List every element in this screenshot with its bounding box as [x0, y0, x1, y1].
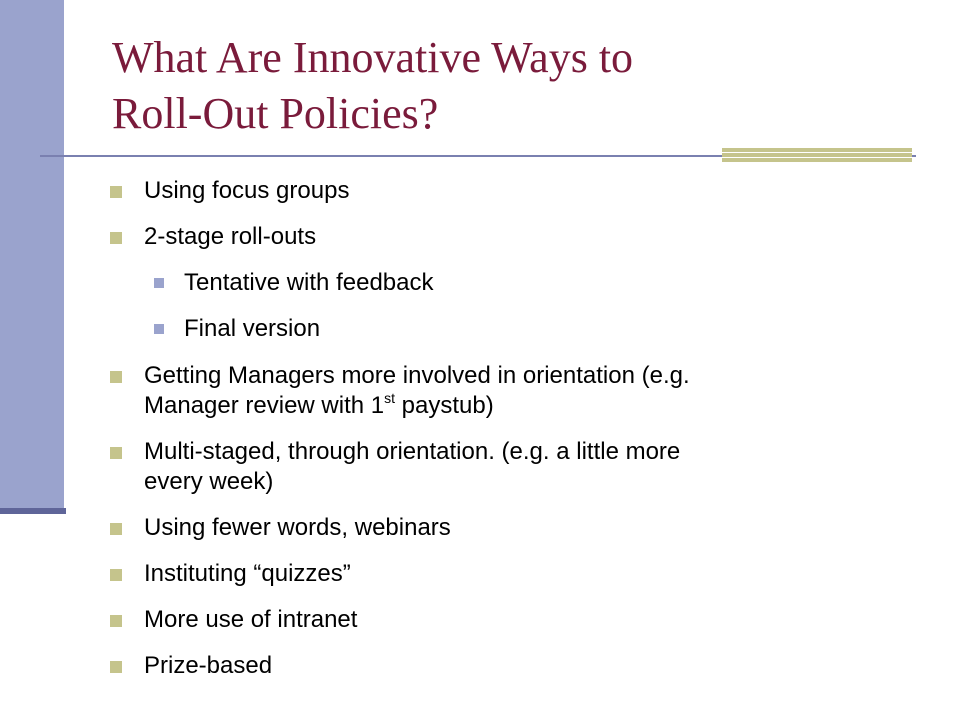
bullet-text: Final version: [184, 315, 321, 342]
bullet-text: Prize-based: [144, 652, 273, 679]
bullet-square-icon: [110, 615, 122, 627]
left-decorative-bar: [0, 0, 64, 512]
sub-bullet-final: [108, 314, 908, 344]
bullet-managers: [108, 361, 908, 421]
bullet-focus-groups: [108, 176, 908, 206]
bullet-text-line-1: Getting Managers more involved in orientation (e.g.: [144, 362, 690, 389]
title-line-1: What Are Innovative Ways to: [112, 33, 634, 82]
bullet-square-icon: [110, 447, 122, 459]
bullet-text-line-2-end: paystub): [395, 392, 494, 419]
bullet-square-icon: [110, 523, 122, 535]
bullet-intranet: [108, 605, 908, 635]
bullet-text: More use of intranet: [144, 606, 358, 633]
bullet-fewer-words: [108, 513, 908, 543]
bullet-text: 2-stage roll-outs: [144, 223, 317, 250]
bullet-multi-staged: [108, 437, 908, 497]
superscript: st: [384, 390, 395, 406]
bullet-square-icon: [110, 661, 122, 673]
left-bar-shadow: [0, 508, 66, 514]
divider-accent: [722, 148, 912, 162]
bullet-prize-based: [108, 651, 908, 681]
bullet-text-line-1: Multi-staged, through orientation. (e.g. a little more: [144, 438, 681, 465]
title-line-2: Roll-Out Policies?: [112, 89, 439, 138]
bullet-square-icon: [110, 569, 122, 581]
bullet-quizzes: [108, 559, 908, 589]
bullet-text: Using focus groups: [144, 177, 350, 204]
bullet-square-icon: [110, 232, 122, 244]
bullet-square-icon: [110, 186, 122, 198]
sub-bullet-tentative: [108, 268, 908, 298]
bullet-two-stage: [108, 222, 908, 252]
sub-bullet-square-icon: [154, 324, 164, 334]
bullet-text-line-2: Manager review with 1: [144, 392, 385, 419]
slide-title: [112, 30, 932, 142]
bullet-text: Tentative with feedback: [184, 269, 434, 296]
bullet-list: [108, 176, 908, 681]
bullet-text-line-2: every week): [144, 468, 274, 495]
sub-bullet-square-icon: [154, 278, 164, 288]
bullet-square-icon: [110, 371, 122, 383]
bullet-text: Instituting “quizzes”: [144, 560, 351, 587]
bullet-text: Using fewer words, webinars: [144, 514, 451, 541]
